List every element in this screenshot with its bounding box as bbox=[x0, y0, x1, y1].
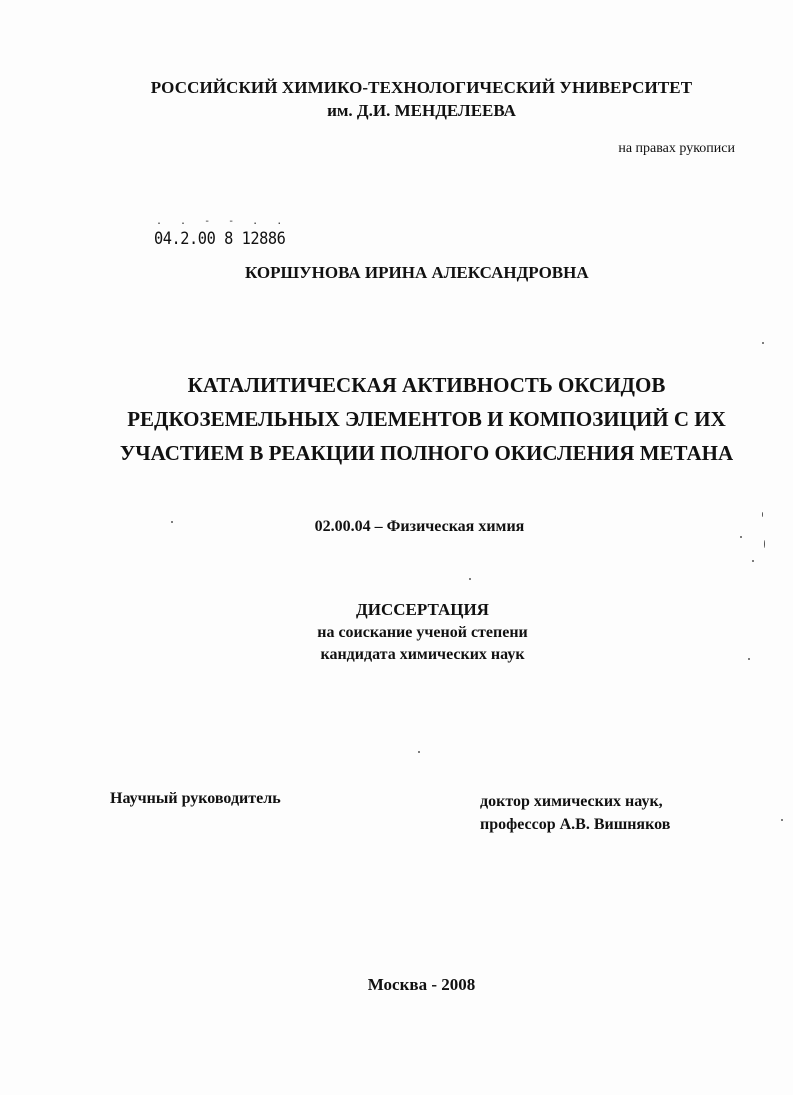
author-name: КОРШУНОВА ИРИНА АЛЕКСАНДРОВНА bbox=[245, 263, 589, 282]
university-honorific: им. Д.И. МЕНДЕЛЕЕВА bbox=[327, 101, 516, 120]
degree-line-2: кандидата химических наук bbox=[320, 646, 525, 663]
supervisor-details bbox=[480, 790, 670, 836]
library-stamp-number: 04.2.00 8 12886 bbox=[154, 229, 286, 249]
specialty-code: 02.00.04 – Физическая химия bbox=[314, 518, 525, 535]
scan-speck bbox=[740, 536, 742, 538]
scan-speck bbox=[748, 658, 750, 660]
title-line-3: УЧАСТИЕМ В РЕАКЦИИ ПОЛНОГО ОКИСЛЕНИЯ МЕТАНА bbox=[119, 441, 734, 465]
supervisor-degree: доктор химических наук, bbox=[480, 793, 663, 810]
scan-speck bbox=[764, 540, 765, 548]
dissertation-label: ДИССЕРТАЦИЯ bbox=[356, 600, 489, 619]
scan-speck bbox=[469, 578, 471, 580]
manuscript-rights-note: на правах рукописи bbox=[618, 141, 735, 156]
university-name: РОССИЙСКИЙ ХИМИКО-ТЕХНОЛОГИЧЕСКИЙ УНИВЕРСИТЕТ bbox=[150, 78, 693, 97]
scan-speck bbox=[781, 819, 783, 821]
scan-speck bbox=[171, 521, 173, 523]
supervisor-label: Научный руководитель bbox=[110, 790, 281, 807]
degree-line-1: на соискание ученой степени bbox=[317, 624, 528, 641]
scan-speck bbox=[762, 512, 763, 517]
title-line-1: КАТАЛИТИЧЕСКАЯ АКТИВНОСТЬ ОКСИДОВ bbox=[187, 373, 666, 397]
dissertation-title bbox=[30, 368, 793, 470]
title-line-2: РЕДКОЗЕМЕЛЬНЫХ ЭЛЕМЕНТОВ И КОМПОЗИЦИЙ С ИХ bbox=[127, 407, 726, 431]
stamp-dots: . . - - . . bbox=[156, 216, 289, 227]
supervisor-name: профессор А.В. Вишняков bbox=[480, 816, 671, 833]
city-year: Москва - 2008 bbox=[367, 975, 476, 994]
scan-speck bbox=[418, 751, 420, 753]
scan-speck bbox=[752, 560, 754, 562]
scan-speck bbox=[762, 342, 764, 344]
